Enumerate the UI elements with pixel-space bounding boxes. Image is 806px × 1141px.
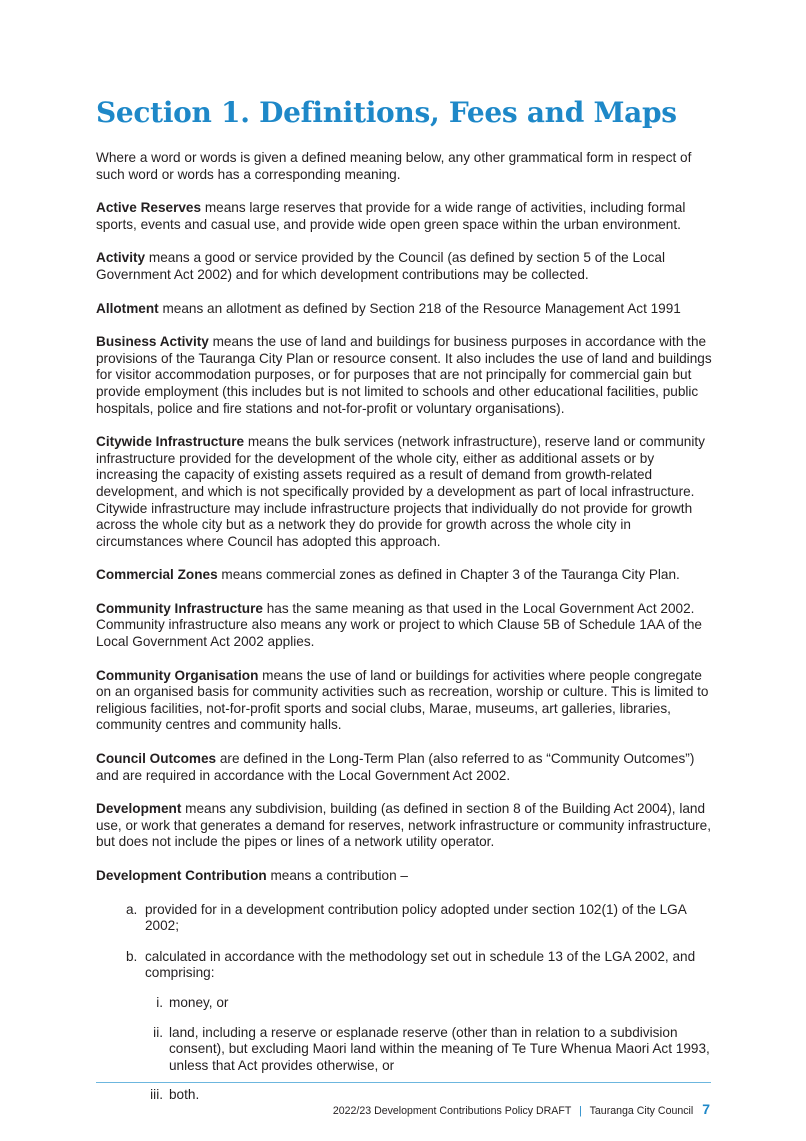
definition-text: means a good or service provided by the Council (as defined by section 5 of the Local Government Act 2002) and for which development contributions may be collected.: [96, 250, 665, 282]
definition-term: Activity: [96, 250, 146, 266]
list-marker: b.: [126, 948, 138, 964]
contribution-list: [96, 902, 712, 1104]
definition-term: Council Outcomes: [96, 751, 217, 767]
definition-item: [96, 601, 712, 651]
sub-list-item: [145, 995, 712, 1012]
definition-text: means the use of land or buildings for activities where people congregate on an organised basis for community activities such as recreation, worship or culture. This is limited to religious facilities, not-for-profit sports and social clubs, Marae, museums, art galleries, libraries, community centres and community halls.: [96, 667, 709, 733]
list-item-text: provided for in a development contribution policy adopted under section 102(1) of the LGA 2002;: [145, 901, 687, 934]
list-item-text: calculated in accordance with the methodology set out in schedule 13 of the LGA 2002, and comprising:: [145, 948, 696, 981]
definition-item: [96, 200, 712, 233]
definition-text: means any subdivision, building (as defined in section 8 of the Building Act 2004), land use, or work that generates a demand for reserves, network infrastructure or community infrastructure, but does not include the pipes or lines of a network utility operator.: [96, 801, 711, 850]
definition-term: Allotment: [96, 300, 159, 316]
sub-list-item: [145, 1025, 712, 1075]
footer-doc-title: 2022/23 Development Contributions Policy DRAFT: [332, 1105, 572, 1117]
definition-text: has the same meaning as that used in the Local Government Act 2002. Community infrastructure also means any work or project to which Clause 5B of Schedule 1AA of the Local Government Act 2002 applies.: [96, 600, 702, 650]
definition-item: [96, 434, 712, 550]
page-title: Section 1. Definitions, Fees and Maps: [96, 96, 677, 129]
definition-term: Community Organisation: [96, 667, 259, 683]
sub-list-marker: iii.: [150, 1087, 163, 1103]
definition-text: means an allotment as defined by Section 218 of the Resource Management Act 1991: [158, 300, 681, 316]
definition-text: means the bulk services (network infrastructure), reserve land or community infrastructure provided for the development of the whole city, either as additional assets or by increasing the capacity of existing assets required as a result of demand from growth-related development, and which is not specifically provided by a development as part of local infrastructure. Citywide infrastructure may include infrastructure projects that individually do not provide for growth across the whole city but as a network they do provide for growth across the whole city in circumstances where Council has adopted this approach.: [96, 434, 705, 549]
definition-text: means the use of land and buildings for business purposes in accordance with the provisions of the Tauranga City Plan or resource consent. It also includes the use of land and buildings for visitor accommodation purposes, or for purposes that are not principally for commercial gain but provide employment (this includes but is not limited to schools and other educational facilities, public hospitals, police and fire stations and not-for-profit or voluntary organisations).: [96, 334, 712, 416]
definition-item: [96, 868, 712, 885]
sub-list: [145, 995, 712, 1104]
list-item: [96, 902, 712, 935]
page-content: [96, 150, 712, 1118]
definition-item: [96, 567, 712, 584]
list-marker: a.: [126, 901, 138, 917]
definition-item: [96, 250, 712, 283]
footer-separator: |: [579, 1105, 582, 1117]
definition-item: [96, 301, 712, 318]
intro-paragraph: Where a word or words is given a defined meaning below, any other grammatical form in respect of such word or words has a corresponding meaning.: [96, 150, 692, 182]
definition-term: Development Contribution: [96, 868, 267, 883]
page-footer: [333, 1101, 710, 1117]
sub-list-marker: i.: [156, 994, 163, 1010]
definition-text: are defined in the Long-Term Plan (also referred to as “Community Outcomes”) and are required in accordance with the Local Government Act 2002.: [96, 751, 695, 783]
definition-term: Commercial Zones: [96, 567, 218, 583]
sub-list-text: money, or: [169, 994, 229, 1010]
definition-term: Active Reserves: [96, 200, 202, 216]
definition-term: Development: [96, 801, 182, 817]
page-number: 7: [702, 1101, 710, 1117]
definition-item: [96, 801, 712, 851]
definition-item: [96, 334, 712, 417]
sub-list-text: both.: [169, 1087, 200, 1103]
definition-item: [96, 751, 712, 784]
definition-text: means large reserves that provide for a wide range of activities, including formal sports, events and casual use, and provide wide open green space within the urban environment.: [96, 200, 686, 232]
definition-term: Citywide Infrastructure: [96, 434, 245, 450]
sub-list-text: land, including a reserve or esplanade reserve (other than in relation to a subdivision consent), but excluding Maori land within the meaning of Te Ture Whenua Maori Act 1993, unless that Act provides otherwise, or: [169, 1024, 710, 1073]
definition-item: [96, 668, 712, 734]
list-item: [96, 949, 712, 1104]
footer-org: Tauranga City Council: [589, 1105, 694, 1117]
sub-list-marker: ii.: [153, 1024, 163, 1040]
definition-term: Community Infrastructure: [96, 600, 263, 616]
definition-text: means a contribution –: [266, 868, 408, 883]
definition-term: Business Activity: [96, 334, 209, 350]
definition-text: means commercial zones as defined in Chapter 3 of the Tauranga City Plan.: [217, 567, 680, 583]
footer-divider: [96, 1082, 711, 1083]
